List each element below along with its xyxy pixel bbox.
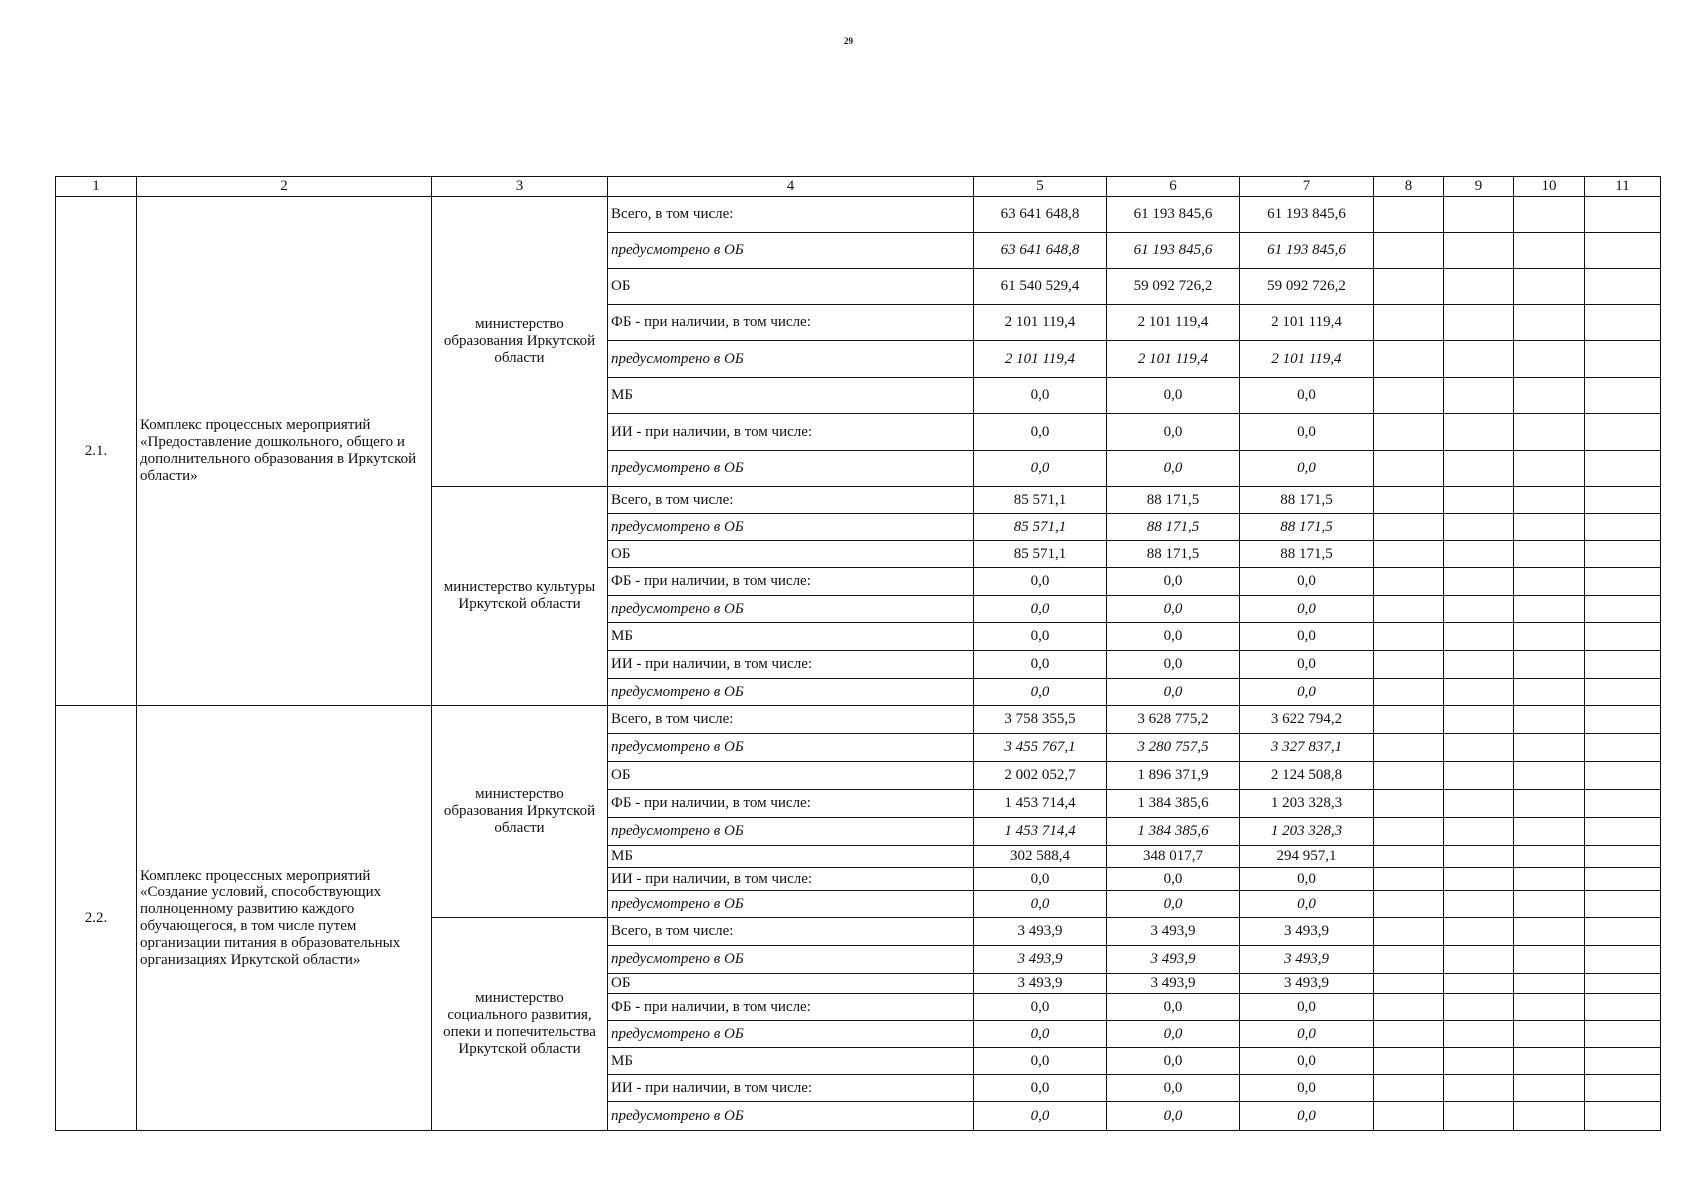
empty-cell [1585, 623, 1661, 651]
empty-cell [1374, 994, 1444, 1021]
amount-cell: 0,0 [1107, 1075, 1240, 1102]
empty-cell [1514, 305, 1585, 341]
amount-cell: 0,0 [1107, 1021, 1240, 1048]
amount-cell: 2 101 119,4 [974, 305, 1107, 341]
amount-cell: 0,0 [974, 651, 1107, 679]
column-number: 3 [432, 177, 608, 197]
amount-cell: 0,0 [1107, 596, 1240, 623]
section-name: Комплекс процессных мероприятий «Предоставление дошкольного, общего и дополнительного образования в Иркутской области» [137, 197, 432, 706]
amount-cell: 1 203 328,3 [1240, 818, 1374, 846]
amount-cell: 3 622 794,2 [1240, 706, 1374, 734]
amount-cell: 88 171,5 [1240, 541, 1374, 568]
amount-cell: 61 193 845,6 [1240, 197, 1374, 233]
empty-cell [1444, 269, 1514, 305]
funding-source-label: предусмотрено в ОБ [608, 1021, 974, 1048]
amount-cell: 0,0 [1107, 679, 1240, 706]
funding-source-label: предусмотрено в ОБ [608, 1102, 974, 1131]
column-number-header-row [56, 177, 1661, 197]
empty-cell [1374, 1021, 1444, 1048]
empty-cell [1374, 1075, 1444, 1102]
funding-source-label: Всего, в том числе: [608, 706, 974, 734]
table-row [56, 197, 1661, 233]
empty-cell [1514, 414, 1585, 451]
empty-cell [1444, 568, 1514, 596]
amount-cell: 3 628 775,2 [1107, 706, 1240, 734]
amount-cell: 61 193 845,6 [1240, 233, 1374, 269]
empty-cell [1585, 487, 1661, 514]
amount-cell: 59 092 726,2 [1107, 269, 1240, 305]
empty-cell [1444, 1102, 1514, 1131]
amount-cell: 2 002 052,7 [974, 762, 1107, 790]
empty-cell [1444, 679, 1514, 706]
empty-cell [1444, 818, 1514, 846]
amount-cell: 0,0 [974, 994, 1107, 1021]
empty-cell [1585, 378, 1661, 414]
empty-cell [1585, 1102, 1661, 1131]
empty-cell [1514, 568, 1585, 596]
amount-cell: 0,0 [1240, 1048, 1374, 1075]
empty-cell [1514, 596, 1585, 623]
empty-cell [1585, 846, 1661, 868]
empty-cell [1585, 734, 1661, 762]
funding-source-label: предусмотрено в ОБ [608, 679, 974, 706]
empty-cell [1585, 269, 1661, 305]
empty-cell [1514, 734, 1585, 762]
funding-source-label: предусмотрено в ОБ [608, 341, 974, 378]
amount-cell: 2 101 119,4 [1107, 305, 1240, 341]
empty-cell [1374, 596, 1444, 623]
funding-source-label: предусмотрено в ОБ [608, 514, 974, 541]
table-row [56, 706, 1661, 734]
amount-cell: 0,0 [1240, 623, 1374, 651]
funding-source-label: ОБ [608, 269, 974, 305]
funding-source-label: предусмотрено в ОБ [608, 451, 974, 487]
amount-cell: 0,0 [974, 596, 1107, 623]
empty-cell [1585, 568, 1661, 596]
empty-cell [1374, 487, 1444, 514]
funding-source-label: ИИ - при наличии, в том числе: [608, 868, 974, 891]
empty-cell [1444, 762, 1514, 790]
empty-cell [1444, 946, 1514, 974]
amount-cell: 0,0 [974, 1075, 1107, 1102]
amount-cell: 2 101 119,4 [1240, 341, 1374, 378]
amount-cell: 3 493,9 [1107, 918, 1240, 946]
empty-cell [1374, 541, 1444, 568]
empty-cell [1374, 233, 1444, 269]
empty-cell [1374, 341, 1444, 378]
empty-cell [1514, 1048, 1585, 1075]
amount-cell: 3 493,9 [1107, 946, 1240, 974]
funding-source-label: ОБ [608, 762, 974, 790]
amount-cell: 3 758 355,5 [974, 706, 1107, 734]
empty-cell [1374, 269, 1444, 305]
funding-source-label: предусмотрено в ОБ [608, 596, 974, 623]
amount-cell: 0,0 [974, 1021, 1107, 1048]
amount-cell: 0,0 [974, 891, 1107, 918]
amount-cell: 61 193 845,6 [1107, 233, 1240, 269]
empty-cell [1585, 1021, 1661, 1048]
empty-cell [1585, 790, 1661, 818]
empty-cell [1585, 596, 1661, 623]
amount-cell: 0,0 [1240, 596, 1374, 623]
amount-cell: 61 540 529,4 [974, 269, 1107, 305]
funding-source-label: ИИ - при наличии, в том числе: [608, 651, 974, 679]
budget-table [55, 176, 1661, 1131]
empty-cell [1514, 918, 1585, 946]
empty-cell [1585, 1048, 1661, 1075]
section-number: 2.2. [56, 706, 137, 1131]
funding-source-label: предусмотрено в ОБ [608, 946, 974, 974]
amount-cell: 88 171,5 [1107, 541, 1240, 568]
empty-cell [1444, 1048, 1514, 1075]
empty-cell [1374, 378, 1444, 414]
amount-cell: 0,0 [1107, 623, 1240, 651]
amount-cell: 0,0 [974, 679, 1107, 706]
empty-cell [1374, 197, 1444, 233]
funding-source-label: МБ [608, 846, 974, 868]
empty-cell [1514, 269, 1585, 305]
column-number: 5 [974, 177, 1107, 197]
column-number: 2 [137, 177, 432, 197]
empty-cell [1585, 414, 1661, 451]
empty-cell [1374, 414, 1444, 451]
column-number: 7 [1240, 177, 1374, 197]
empty-cell [1444, 868, 1514, 891]
empty-cell [1585, 994, 1661, 1021]
amount-cell: 0,0 [974, 623, 1107, 651]
empty-cell [1374, 623, 1444, 651]
empty-cell [1444, 197, 1514, 233]
empty-cell [1444, 734, 1514, 762]
empty-cell [1374, 946, 1444, 974]
amount-cell: 0,0 [974, 414, 1107, 451]
funding-source-label: Всего, в том числе: [608, 487, 974, 514]
amount-cell: 0,0 [1107, 651, 1240, 679]
empty-cell [1514, 197, 1585, 233]
empty-cell [1444, 623, 1514, 651]
funding-source-label: предусмотрено в ОБ [608, 233, 974, 269]
empty-cell [1514, 706, 1585, 734]
empty-cell [1444, 596, 1514, 623]
empty-cell [1514, 974, 1585, 994]
empty-cell [1585, 651, 1661, 679]
amount-cell: 0,0 [1107, 568, 1240, 596]
amount-cell: 3 493,9 [974, 918, 1107, 946]
amount-cell: 0,0 [974, 378, 1107, 414]
funding-source-label: МБ [608, 1048, 974, 1075]
amount-cell: 0,0 [1240, 568, 1374, 596]
amount-cell: 0,0 [1240, 1102, 1374, 1131]
empty-cell [1514, 623, 1585, 651]
amount-cell: 3 493,9 [974, 946, 1107, 974]
amount-cell: 2 124 508,8 [1240, 762, 1374, 790]
amount-cell: 3 455 767,1 [974, 734, 1107, 762]
empty-cell [1514, 541, 1585, 568]
amount-cell: 0,0 [1240, 378, 1374, 414]
empty-cell [1374, 706, 1444, 734]
amount-cell: 63 641 648,8 [974, 197, 1107, 233]
amount-cell: 1 384 385,6 [1107, 818, 1240, 846]
column-number: 6 [1107, 177, 1240, 197]
amount-cell: 88 171,5 [1107, 487, 1240, 514]
empty-cell [1444, 706, 1514, 734]
empty-cell [1585, 818, 1661, 846]
amount-cell: 2 101 119,4 [1240, 305, 1374, 341]
funding-source-label: предусмотрено в ОБ [608, 734, 974, 762]
empty-cell [1374, 818, 1444, 846]
empty-cell [1514, 891, 1585, 918]
amount-cell: 85 571,1 [974, 514, 1107, 541]
empty-cell [1374, 1048, 1444, 1075]
column-number: 9 [1444, 177, 1514, 197]
amount-cell: 2 101 119,4 [1107, 341, 1240, 378]
amount-cell: 348 017,7 [1107, 846, 1240, 868]
amount-cell: 0,0 [1107, 1102, 1240, 1131]
amount-cell: 0,0 [1240, 891, 1374, 918]
empty-cell [1374, 1102, 1444, 1131]
empty-cell [1585, 762, 1661, 790]
amount-cell: 0,0 [1240, 651, 1374, 679]
amount-cell: 0,0 [1107, 414, 1240, 451]
amount-cell: 88 171,5 [1107, 514, 1240, 541]
amount-cell: 1 203 328,3 [1240, 790, 1374, 818]
amount-cell: 0,0 [974, 1102, 1107, 1131]
amount-cell: 1 453 714,4 [974, 790, 1107, 818]
empty-cell [1585, 974, 1661, 994]
empty-cell [1514, 487, 1585, 514]
amount-cell: 0,0 [1240, 868, 1374, 891]
amount-cell: 0,0 [1107, 994, 1240, 1021]
empty-cell [1585, 233, 1661, 269]
empty-cell [1374, 651, 1444, 679]
empty-cell [1514, 679, 1585, 706]
amount-cell: 0,0 [974, 868, 1107, 891]
empty-cell [1374, 451, 1444, 487]
empty-cell [1514, 818, 1585, 846]
amount-cell: 2 101 119,4 [974, 341, 1107, 378]
amount-cell: 59 092 726,2 [1240, 269, 1374, 305]
empty-cell [1514, 1102, 1585, 1131]
column-number: 10 [1514, 177, 1585, 197]
empty-cell [1514, 341, 1585, 378]
amount-cell: 0,0 [1240, 1075, 1374, 1102]
empty-cell [1444, 1075, 1514, 1102]
section-number: 2.1. [56, 197, 137, 706]
empty-cell [1374, 734, 1444, 762]
amount-cell: 0,0 [1107, 891, 1240, 918]
empty-cell [1514, 233, 1585, 269]
funding-source-label: ФБ - при наличии, в том числе: [608, 790, 974, 818]
amount-cell: 3 493,9 [974, 974, 1107, 994]
empty-cell [1585, 451, 1661, 487]
empty-cell [1444, 514, 1514, 541]
empty-cell [1444, 1021, 1514, 1048]
executor-name: министерство социального развития, опеки и попечительства Иркутской области [432, 918, 608, 1131]
amount-cell: 3 493,9 [1240, 946, 1374, 974]
amount-cell: 85 571,1 [974, 487, 1107, 514]
empty-cell [1514, 790, 1585, 818]
funding-source-label: ФБ - при наличии, в том числе: [608, 305, 974, 341]
amount-cell: 3 493,9 [1240, 974, 1374, 994]
empty-cell [1514, 1075, 1585, 1102]
page-number: 29 [844, 36, 853, 46]
amount-cell: 3 493,9 [1107, 974, 1240, 994]
amount-cell: 0,0 [1240, 679, 1374, 706]
empty-cell [1444, 414, 1514, 451]
empty-cell [1444, 378, 1514, 414]
empty-cell [1444, 651, 1514, 679]
funding-source-label: ФБ - при наличии, в том числе: [608, 994, 974, 1021]
amount-cell: 88 171,5 [1240, 487, 1374, 514]
executor-name: министерство культуры Иркутской области [432, 487, 608, 706]
empty-cell [1374, 679, 1444, 706]
amount-cell: 88 171,5 [1240, 514, 1374, 541]
empty-cell [1374, 974, 1444, 994]
amount-cell: 294 957,1 [1240, 846, 1374, 868]
empty-cell [1514, 846, 1585, 868]
empty-cell [1444, 487, 1514, 514]
empty-cell [1514, 1021, 1585, 1048]
amount-cell: 302 588,4 [974, 846, 1107, 868]
empty-cell [1585, 868, 1661, 891]
amount-cell: 0,0 [1240, 994, 1374, 1021]
amount-cell: 0,0 [1107, 378, 1240, 414]
section-name: Комплекс процессных мероприятий «Создание условий, способствующих полноценному развитию каждого обучающегося, в том числе путем организации питания в образовательных организациях Иркутской области» [137, 706, 432, 1131]
empty-cell [1374, 918, 1444, 946]
funding-source-label: ФБ - при наличии, в том числе: [608, 568, 974, 596]
empty-cell [1585, 514, 1661, 541]
empty-cell [1514, 868, 1585, 891]
empty-cell [1514, 451, 1585, 487]
amount-cell: 3 327 837,1 [1240, 734, 1374, 762]
empty-cell [1585, 541, 1661, 568]
empty-cell [1514, 378, 1585, 414]
empty-cell [1585, 197, 1661, 233]
funding-source-label: ОБ [608, 974, 974, 994]
empty-cell [1444, 918, 1514, 946]
empty-cell [1374, 891, 1444, 918]
empty-cell [1444, 974, 1514, 994]
amount-cell: 0,0 [1240, 451, 1374, 487]
empty-cell [1444, 233, 1514, 269]
empty-cell [1585, 341, 1661, 378]
column-number: 8 [1374, 177, 1444, 197]
column-number: 1 [56, 177, 137, 197]
amount-cell: 3 280 757,5 [1107, 734, 1240, 762]
empty-cell [1374, 568, 1444, 596]
funding-source-label: ОБ [608, 541, 974, 568]
empty-cell [1514, 994, 1585, 1021]
column-number: 4 [608, 177, 974, 197]
funding-source-label: МБ [608, 378, 974, 414]
empty-cell [1585, 891, 1661, 918]
empty-cell [1444, 305, 1514, 341]
funding-source-label: Всего, в том числе: [608, 197, 974, 233]
amount-cell: 0,0 [1107, 868, 1240, 891]
amount-cell: 0,0 [974, 1048, 1107, 1075]
empty-cell [1444, 891, 1514, 918]
empty-cell [1585, 679, 1661, 706]
amount-cell: 0,0 [1107, 1048, 1240, 1075]
empty-cell [1444, 341, 1514, 378]
amount-cell: 0,0 [1240, 1021, 1374, 1048]
empty-cell [1374, 790, 1444, 818]
amount-cell: 1 896 371,9 [1107, 762, 1240, 790]
empty-cell [1514, 946, 1585, 974]
empty-cell [1444, 541, 1514, 568]
amount-cell: 85 571,1 [974, 541, 1107, 568]
funding-source-label: предусмотрено в ОБ [608, 818, 974, 846]
empty-cell [1585, 946, 1661, 974]
empty-cell [1444, 790, 1514, 818]
empty-cell [1374, 305, 1444, 341]
amount-cell: 61 193 845,6 [1107, 197, 1240, 233]
empty-cell [1514, 514, 1585, 541]
funding-source-label: предусмотрено в ОБ [608, 891, 974, 918]
empty-cell [1514, 651, 1585, 679]
amount-cell: 0,0 [1240, 414, 1374, 451]
executor-name: министерство образования Иркутской области [432, 197, 608, 487]
amount-cell: 0,0 [974, 451, 1107, 487]
empty-cell [1374, 846, 1444, 868]
empty-cell [1585, 305, 1661, 341]
funding-source-label: ИИ - при наличии, в том числе: [608, 414, 974, 451]
empty-cell [1444, 994, 1514, 1021]
empty-cell [1374, 868, 1444, 891]
amount-cell: 1 453 714,4 [974, 818, 1107, 846]
empty-cell [1444, 451, 1514, 487]
amount-cell: 3 493,9 [1240, 918, 1374, 946]
empty-cell [1444, 846, 1514, 868]
empty-cell [1585, 1075, 1661, 1102]
amount-cell: 1 384 385,6 [1107, 790, 1240, 818]
empty-cell [1585, 918, 1661, 946]
empty-cell [1374, 514, 1444, 541]
funding-source-label: ИИ - при наличии, в том числе: [608, 1075, 974, 1102]
executor-name: министерство образования Иркутской области [432, 706, 608, 918]
column-number: 11 [1585, 177, 1661, 197]
funding-source-label: МБ [608, 623, 974, 651]
empty-cell [1514, 762, 1585, 790]
amount-cell: 63 641 648,8 [974, 233, 1107, 269]
amount-cell: 0,0 [974, 568, 1107, 596]
funding-source-label: Всего, в том числе: [608, 918, 974, 946]
empty-cell [1585, 706, 1661, 734]
empty-cell [1374, 762, 1444, 790]
amount-cell: 0,0 [1107, 451, 1240, 487]
